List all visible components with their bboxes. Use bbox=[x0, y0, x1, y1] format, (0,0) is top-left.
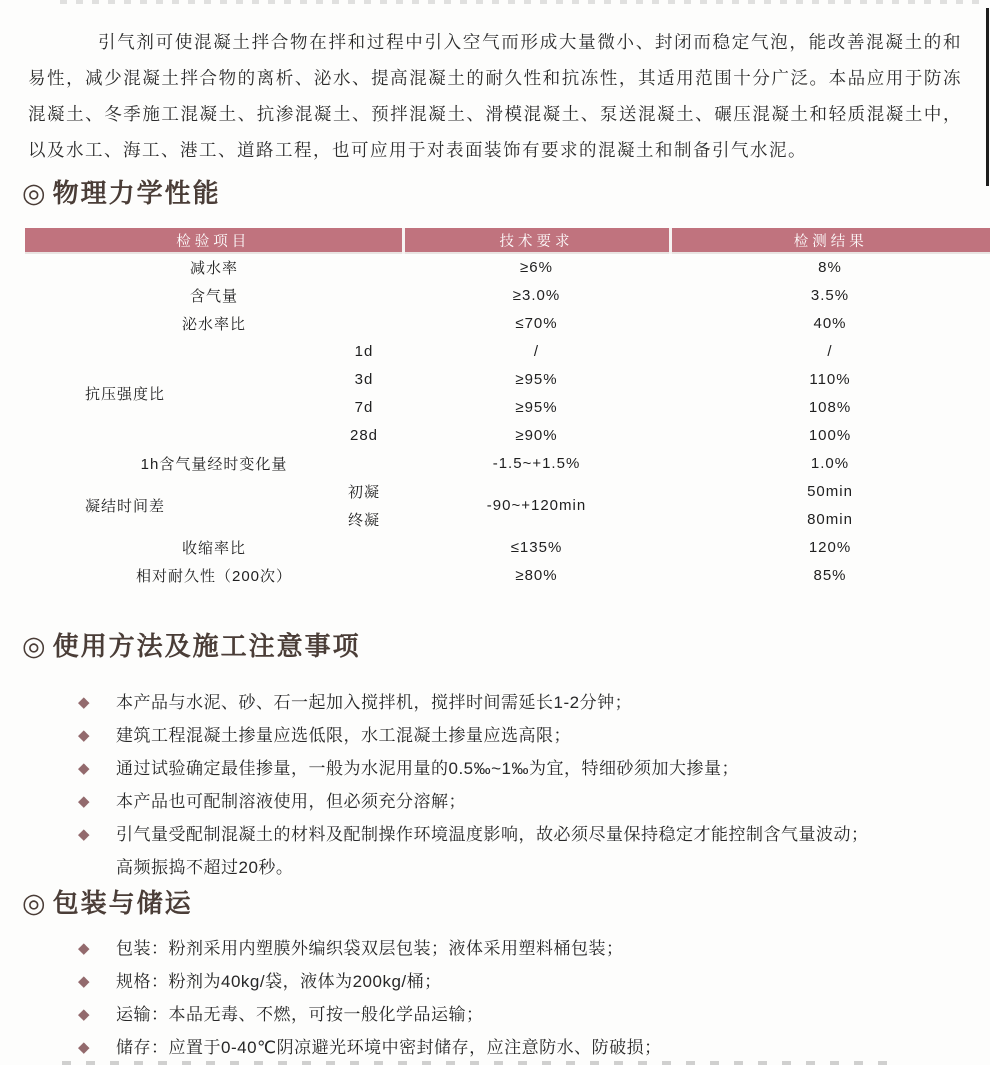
cell-item: 1h含气量经时变化量 bbox=[140, 455, 288, 473]
list-item-text: 储存：应置于0-40℃阴凉避光环境中密封储存，应注意防水、防破损； bbox=[116, 1038, 662, 1057]
cell-requirement: ≥95% bbox=[515, 370, 558, 388]
section-title-text: 包装与储运 bbox=[52, 888, 193, 918]
table-header-item: 检验项目 bbox=[25, 228, 403, 253]
cell-sub-label: 7d bbox=[354, 398, 374, 416]
list-item-text: 建筑工程混凝土掺量应选低限，水工混凝土掺量应选高限； bbox=[116, 726, 571, 745]
section-title-text: 物理力学性能 bbox=[52, 178, 221, 208]
cell-group-label: 抗压强度比 bbox=[85, 385, 166, 403]
section-title-text: 使用方法及施工注意事项 bbox=[52, 631, 361, 661]
scan-artifact-right-line bbox=[986, 8, 989, 186]
cell-sub-label: 终凝 bbox=[347, 511, 380, 529]
scan-artifact-top bbox=[60, 0, 986, 4]
diamond-bullet-icon: ◆ bbox=[78, 826, 91, 843]
cell-item: 泌水率比 bbox=[181, 315, 246, 333]
diamond-bullet-icon: ◆ bbox=[78, 694, 91, 711]
cell-group-label: 凝结时间差 bbox=[85, 497, 166, 515]
packaging-list bbox=[78, 932, 950, 1064]
properties-table bbox=[25, 228, 990, 589]
cell-result: 108% bbox=[808, 398, 852, 416]
list-item-text: 本产品与水泥、砂、石一起加入搅拌机，搅拌时间需延长1-2分钟； bbox=[116, 693, 633, 712]
cell-item: 含气量 bbox=[189, 287, 238, 305]
intro-paragraph: 引气剂可使混凝土拌合物在拌和过程中引入空气而形成大量微小、封闭而稳定气泡，能改善混凝土的和易性，减少混凝土拌合物的离析、泌水、提高混凝土的耐久性和抗冻性，其适用范围十分广泛。本品应用于防冻混凝土、冬季施工混凝土、抗渗混凝土、预拌混凝土、滑模混凝土、泵送混凝土、碾压混凝土和轻质混凝土中，以及水工、海工、港工、道路工程，也可应用于对表面装饰有要求的混凝土和制备引气水泥。 bbox=[28, 32, 962, 160]
list-item-text-wrap: 高频振捣不超过20秒。 bbox=[116, 858, 294, 877]
section-marker-icon: ◎ bbox=[22, 178, 46, 208]
usage-list bbox=[78, 686, 950, 884]
diamond-bullet-icon: ◆ bbox=[78, 1039, 91, 1056]
table-header-result: 检测结果 bbox=[670, 228, 990, 253]
table-row bbox=[25, 309, 990, 337]
table-header-requirement: 技术要求 bbox=[403, 228, 670, 253]
cell-result: 40% bbox=[813, 314, 847, 332]
cell-requirement: ≥80% bbox=[515, 566, 558, 584]
table-row bbox=[25, 253, 990, 281]
cell-requirement: -1.5~+1.5% bbox=[492, 454, 581, 472]
list-item bbox=[78, 932, 950, 965]
cell-item: 收缩率比 bbox=[181, 539, 246, 557]
cell-requirement: ≥6% bbox=[520, 259, 553, 276]
list-item bbox=[78, 965, 950, 998]
table-row bbox=[25, 449, 990, 477]
table-row bbox=[25, 281, 990, 309]
list-item bbox=[78, 818, 950, 884]
table-row bbox=[25, 533, 990, 561]
cell-sub-label: 初凝 bbox=[347, 483, 380, 501]
cell-result: 1.0% bbox=[810, 454, 850, 472]
cell-requirement: ≤70% bbox=[515, 314, 558, 332]
cell-result: 50min bbox=[807, 482, 853, 500]
cell-item: 减水率 bbox=[189, 260, 238, 277]
table-header-row bbox=[25, 228, 990, 253]
list-item bbox=[78, 998, 950, 1031]
cell-requirement: -90~+120min bbox=[486, 496, 587, 514]
cell-result: 100% bbox=[808, 426, 852, 444]
section-marker-icon: ◎ bbox=[22, 631, 46, 661]
table-row bbox=[25, 561, 990, 589]
cell-result: 120% bbox=[808, 538, 852, 556]
list-item bbox=[78, 719, 950, 752]
diamond-bullet-icon: ◆ bbox=[78, 727, 91, 744]
list-item-text: 规格：粉剂为40kg/袋，液体为200kg/桶； bbox=[116, 972, 442, 991]
cell-result: 3.5% bbox=[810, 286, 850, 304]
list-item-text: 包装：粉剂采用内塑膜外编织袋双层包装；液体采用塑料桶包装； bbox=[116, 939, 624, 958]
list-item bbox=[78, 686, 950, 719]
cell-result: 110% bbox=[809, 370, 851, 388]
cell-result: / bbox=[827, 342, 833, 360]
cell-requirement: ≤135% bbox=[510, 538, 563, 556]
list-item-text: 运输：本品无毒、不燃，可按一般化学品运输； bbox=[116, 1005, 484, 1024]
diamond-bullet-icon: ◆ bbox=[78, 973, 91, 990]
list-item bbox=[78, 1031, 950, 1064]
cell-sub-label: 28d bbox=[349, 426, 379, 444]
list-item bbox=[78, 785, 950, 818]
list-item-text: 引气量受配制混凝土的材料及配制操作环境温度影响，故必须尽量保持稳定才能控制含气量波动； bbox=[116, 825, 869, 844]
cell-sub-label: 1d bbox=[354, 342, 374, 360]
list-item-text: 本产品也可配制溶液使用，但必须充分溶解； bbox=[116, 792, 466, 811]
section-title-packaging bbox=[22, 886, 990, 920]
cell-requirement: ≥3.0% bbox=[512, 286, 561, 304]
diamond-bullet-icon: ◆ bbox=[78, 1006, 91, 1023]
section-title-physical bbox=[22, 176, 990, 210]
cell-sub-label: 3d bbox=[354, 370, 374, 388]
table-row bbox=[25, 337, 990, 365]
cell-item: 相对耐久性（200次） bbox=[135, 567, 293, 585]
cell-result: 8% bbox=[818, 259, 842, 276]
list-item bbox=[78, 752, 950, 785]
diamond-bullet-icon: ◆ bbox=[78, 793, 91, 810]
list-item-text: 通过试验确定最佳掺量，一般为水泥用量的0.5‰~1‰为宜，特细砂须加大掺量； bbox=[116, 759, 740, 778]
cell-result: 85% bbox=[813, 566, 847, 584]
table-row bbox=[25, 477, 990, 505]
diamond-bullet-icon: ◆ bbox=[78, 760, 91, 777]
cell-requirement: ≥90% bbox=[515, 426, 558, 444]
diamond-bullet-icon: ◆ bbox=[78, 940, 91, 957]
cell-requirement: / bbox=[533, 342, 540, 360]
cell-requirement: ≥95% bbox=[515, 398, 558, 416]
section-marker-icon: ◎ bbox=[22, 888, 46, 918]
section-title-usage bbox=[22, 629, 990, 663]
cell-result: 80min bbox=[807, 510, 853, 528]
